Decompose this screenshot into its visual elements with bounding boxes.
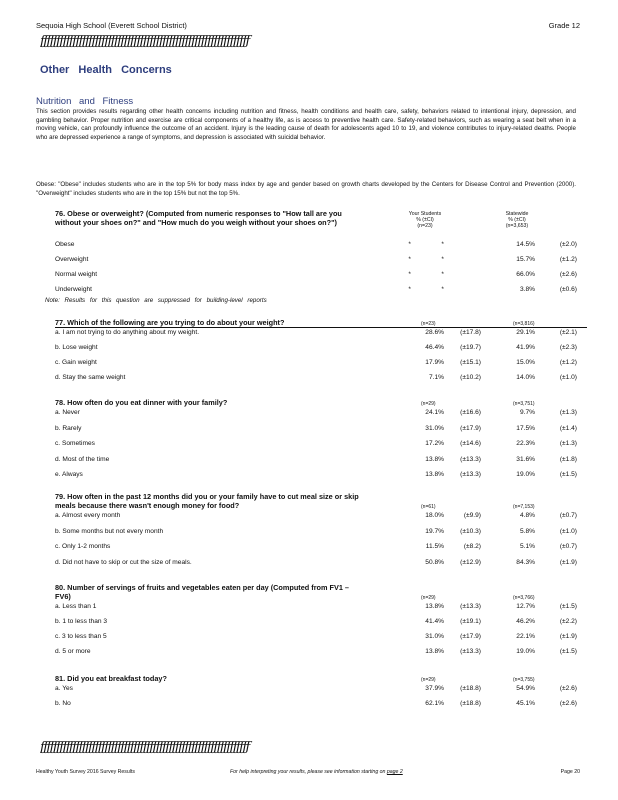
footer-page-link[interactable]: page 2: [386, 769, 403, 775]
answer-label: b. Some months but not every month: [55, 527, 164, 535]
footer-help: [230, 769, 403, 775]
statewide-ci: (±1.3): [559, 440, 577, 447]
your-percent: 62.1%: [425, 700, 444, 707]
answer-label: c. 3 to less than 5: [55, 633, 107, 640]
subsection-title: Nutrition and Fitness: [36, 96, 134, 107]
statewide-ci: (±2.6): [559, 271, 577, 278]
your-percent: 41.4%: [425, 618, 444, 625]
n-state: (n=7,153): [513, 504, 535, 510]
footer-survey-title: Healthy Youth Survey 2016 Survey Results: [36, 769, 135, 775]
statewide-percent: 4.8%: [519, 512, 535, 519]
statewide-ci: (±1.2): [559, 359, 577, 366]
answer-label: Overweight: [55, 256, 89, 263]
your-percent: *: [408, 241, 411, 248]
answer-label: Obese: [55, 241, 75, 248]
statewide-percent: 19.0%: [516, 648, 535, 655]
your-ci: (±10.3): [460, 527, 481, 535]
your-percent: 13.8%: [425, 603, 444, 610]
statewide-percent: 84.3%: [516, 558, 535, 566]
your-ci: (±13.3): [460, 471, 481, 478]
answer-row: [55, 344, 585, 356]
your-ci: (±19.7): [460, 344, 481, 351]
your-ci: (±15.1): [460, 359, 481, 366]
your-percent: 17.9%: [425, 359, 444, 366]
statewide-percent: 9.7%: [519, 409, 535, 416]
answer-label: Underweight: [55, 286, 93, 293]
your-ci: (±14.6): [460, 440, 481, 447]
n-state: (n=3,816): [513, 321, 535, 327]
your-percent: 28.6%: [425, 329, 444, 336]
answer-label: b. No: [55, 700, 71, 707]
statewide-percent: 5.1%: [519, 543, 535, 550]
your-percent: *: [408, 286, 411, 293]
statewide-ci: (±2.0): [559, 241, 577, 248]
answer-row: [55, 456, 585, 468]
answer-row: [55, 329, 585, 341]
n-your: (n=61): [421, 504, 436, 510]
your-percent: 31.0%: [425, 633, 444, 640]
statewide-ci: (±1.3): [559, 409, 577, 416]
statewide-percent: 54.9%: [516, 685, 535, 692]
school-name: Sequoia High School (Everett School District): [36, 21, 187, 30]
answer-row: [55, 359, 585, 371]
statewide-ci: (±0.6): [559, 286, 577, 293]
answer-label: a. Less than 1: [55, 603, 97, 610]
question-79: [55, 492, 585, 574]
col-state-label: Statewide: [505, 211, 529, 217]
answer-row: [55, 559, 585, 571]
statewide-percent: 31.6%: [516, 455, 535, 463]
question-81: [55, 674, 585, 719]
footer-page-number: Page 20: [560, 769, 580, 775]
col-your-label: Your Students: [408, 211, 442, 217]
your-percent: 17.2%: [425, 440, 444, 447]
statewide-percent: 29.1%: [516, 329, 535, 336]
your-percent: 13.8%: [425, 471, 444, 478]
statewide-ci: (±1.9): [559, 558, 577, 566]
answer-row: [55, 471, 585, 483]
suppression-note: Note: Results for this question are suppressed for building-level reports: [45, 297, 267, 304]
answer-row: [55, 409, 585, 421]
question-text: 80. Number of servings of fruits and vegetables eaten per day (Computed from FV1 – FV6): [55, 583, 349, 602]
question-text: 78. How often do you eat dinner with your family?: [55, 398, 228, 407]
your-ci: *: [441, 271, 444, 278]
statewide-ci: (±1.5): [559, 648, 577, 655]
your-ci: (±12.9): [460, 558, 481, 566]
col-header-your-students: [400, 211, 450, 229]
question-underline: [55, 327, 587, 328]
your-percent: 24.1%: [425, 409, 444, 416]
statewide-percent: 3.8%: [519, 286, 535, 293]
col-your-n: (n=23): [417, 223, 433, 229]
answer-row: [55, 528, 585, 540]
answer-label: d. Most of the time: [55, 455, 110, 463]
statewide-percent: 15.0%: [516, 359, 535, 366]
your-percent: 31.0%: [425, 424, 444, 432]
question-text: 77. Which of the following are you trying to do about your weight?: [55, 318, 285, 327]
answer-row: [55, 685, 585, 697]
statewide-ci: (±1.5): [559, 603, 577, 610]
statewide-ci: (±0.7): [559, 543, 577, 550]
answer-row: [55, 603, 585, 615]
answer-label: b. Lose weight: [55, 344, 98, 351]
your-percent: 37.9%: [425, 685, 444, 692]
your-ci: *: [441, 286, 444, 293]
statewide-ci: (±1.8): [559, 455, 577, 463]
your-ci: (±9.9): [463, 512, 481, 519]
answer-row: [55, 618, 585, 630]
your-percent: *: [408, 256, 411, 263]
intro-paragraph: This section provides results regarding other health concerns including nutrition and fitness, health conditions and health care, safety, behaviors related to intentional injury, depression, and gambling behavior. Proper nutrition and exercise are critical components of a healthy life, as is access to preventive health care. Safety-related behaviors, such as wearing a seat belt when in a moving vehicle, can profoundly influence the outcome of an accident. Injury is the leading cause of death for adolescents aged 10 to 19, and violence contributes to injury-related deaths. People who are depressed experience a range of symptoms, and depression is associated with suicidal behavior.: [36, 108, 576, 141]
answer-label: Normal weight: [55, 271, 98, 278]
section-title: Other Health Concerns: [40, 64, 172, 76]
answer-label: b. 1 to less than 3: [55, 618, 108, 625]
answer-label: d. 5 or more: [55, 648, 91, 655]
answer-label: e. Always: [55, 471, 83, 478]
col-state-n: (n=3,653): [505, 223, 529, 229]
question-78: [55, 398, 585, 480]
statewide-ci: (±2.3): [559, 344, 577, 351]
question-77: [55, 318, 585, 388]
question-text: 76. Obese or overweight? (Computed from numeric responses to "How tall are you without your shoes on?" and "How much do you weigh without your shoes on?"): [55, 209, 342, 228]
your-ci: (±18.8): [460, 685, 481, 692]
col-your-sub: % (±CI): [416, 217, 434, 223]
your-percent: 18.0%: [425, 512, 444, 519]
statewide-ci: (±2.2): [559, 618, 577, 625]
your-percent: 13.8%: [425, 455, 444, 463]
answer-row: [55, 440, 585, 452]
statewide-ci: (±1.2): [559, 256, 577, 263]
statewide-percent: 66.0%: [516, 271, 535, 278]
answer-row: [55, 700, 585, 712]
col-state-sub: % (±CI): [508, 217, 526, 223]
your-ci: (±17.9): [460, 633, 481, 640]
your-ci: (±8.2): [463, 543, 481, 550]
answer-row: [55, 633, 585, 645]
n-your: (n=29): [421, 677, 436, 683]
answer-row: [55, 241, 585, 253]
answer-label: b. Rarely: [55, 424, 82, 432]
answer-row: [55, 648, 585, 660]
statewide-percent: 22.1%: [516, 633, 535, 640]
your-ci: (±13.3): [460, 603, 481, 610]
n-your: (n=23): [421, 321, 436, 327]
page-header: [36, 21, 580, 30]
obese-definition: Obese: "Obese" includes students who are in the top 5% for body mass index by age and gender based on growth charts developed by the Centers for Disease Control and Prevention (2000). "Overweight" includes students who are in the top 15% but not the top 5%.: [36, 181, 576, 197]
your-percent: 19.7%: [425, 527, 444, 535]
your-ci: (±16.6): [460, 409, 481, 416]
answer-row: [55, 543, 585, 555]
your-percent: 7.1%: [428, 374, 444, 381]
your-ci: (±19.1): [460, 618, 481, 625]
answer-label: a. Never: [55, 409, 80, 416]
your-ci: (±17.8): [460, 329, 481, 336]
n-your: (n=29): [421, 595, 436, 601]
your-ci: (±17.9): [460, 424, 481, 432]
your-ci: (±10.2): [460, 374, 481, 381]
statewide-ci: (±1.0): [559, 527, 577, 535]
statewide-percent: 46.2%: [516, 618, 535, 625]
n-state: (n=3,755): [513, 677, 535, 683]
your-ci: (±13.3): [460, 455, 481, 463]
statewide-percent: 12.7%: [516, 603, 535, 610]
grade-label: Grade 12: [548, 21, 580, 30]
footer-help-text: For help interpreting your results, please see information starting on: [230, 769, 386, 775]
statewide-percent: 22.3%: [516, 440, 535, 447]
answer-label: a. Yes: [55, 685, 73, 692]
statewide-percent: 45.1%: [516, 700, 535, 707]
n-state: (n=3,766): [513, 595, 535, 601]
decorative-rule-bottom: ƒƒƒƒƒƒƒƒƒƒƒƒƒƒƒƒƒƒƒƒƒƒƒƒƒƒƒƒƒƒƒƒƒƒƒƒƒƒƒƒƒƒƒƒƒƒƒƒƒƒƒƒƒƒƒƒƒƒƒƒƒƒƒƒƒ: [40, 740, 249, 755]
statewide-ci: (±2.1): [559, 329, 577, 336]
your-ci: *: [441, 241, 444, 248]
statewide-ci: (±1.9): [559, 633, 577, 640]
statewide-percent: 15.7%: [516, 256, 535, 263]
statewide-ci: (±0.7): [559, 512, 577, 519]
col-header-statewide: [492, 211, 542, 229]
your-ci: (±18.8): [460, 700, 481, 707]
n-your: (n=29): [421, 401, 436, 407]
answer-row: [55, 374, 585, 386]
your-percent: *: [408, 271, 411, 278]
answer-label: d. Stay the same weight: [55, 374, 126, 381]
statewide-ci: (±1.4): [559, 424, 577, 432]
answer-label: c. Only 1-2 months: [55, 543, 111, 550]
question-76: [55, 209, 585, 299]
answer-label: d. Did not have to skip or cut the size of meals.: [55, 558, 192, 566]
decorative-rule-top: ƒƒƒƒƒƒƒƒƒƒƒƒƒƒƒƒƒƒƒƒƒƒƒƒƒƒƒƒƒƒƒƒƒƒƒƒƒƒƒƒƒƒƒƒƒƒƒƒƒƒƒƒƒƒƒƒƒƒƒƒƒƒƒƒƒ: [40, 34, 249, 49]
statewide-ci: (±2.6): [559, 685, 577, 692]
your-percent: 50.8%: [425, 558, 444, 566]
your-percent: 11.5%: [425, 543, 444, 550]
statewide-percent: 5.8%: [519, 527, 535, 535]
question-text: 81. Did you eat breakfast today?: [55, 674, 167, 683]
answer-row: [55, 271, 585, 283]
answer-label: c. Sometimes: [55, 440, 95, 447]
statewide-percent: 14.0%: [516, 374, 535, 381]
your-percent: 46.4%: [425, 344, 444, 351]
statewide-ci: (±2.6): [559, 700, 577, 707]
answer-label: c. Gain weight: [55, 359, 97, 366]
statewide-percent: 41.9%: [516, 344, 535, 351]
n-state: (n=3,751): [513, 401, 535, 407]
answer-row: [55, 256, 585, 268]
answer-label: a. I am not trying to do anything about my weight.: [55, 329, 200, 336]
statewide-ci: (±1.5): [559, 471, 577, 478]
statewide-ci: (±1.0): [559, 374, 577, 381]
statewide-percent: 14.5%: [516, 241, 535, 248]
statewide-percent: 17.5%: [516, 424, 535, 432]
answer-row: [55, 512, 585, 524]
question-80: [55, 583, 585, 663]
answer-label: a. Almost every month: [55, 512, 121, 519]
question-text: 79. How often in the past 12 months did you or your family have to cut meal size or skip meals because there wasn't enough money for food?: [55, 492, 359, 511]
answer-row: [55, 425, 585, 437]
statewide-percent: 19.0%: [516, 471, 535, 478]
your-ci: *: [441, 256, 444, 263]
your-percent: 13.8%: [425, 648, 444, 655]
your-ci: (±13.3): [460, 648, 481, 655]
